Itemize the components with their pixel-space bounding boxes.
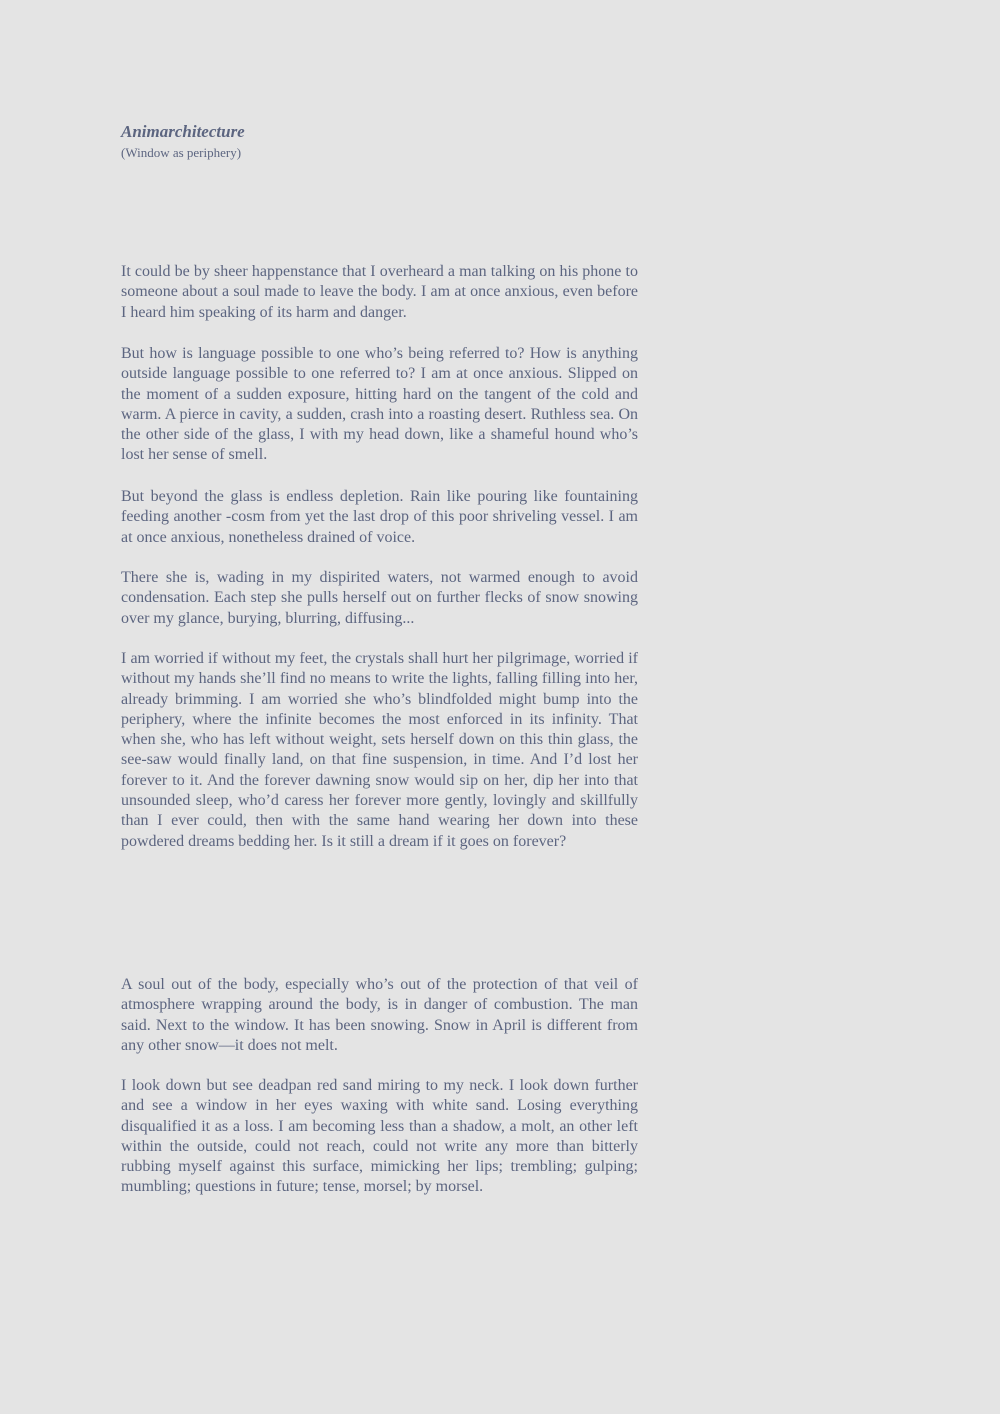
paragraph-1: It could be by sheer happenstance that I overheard a man talking on his phone to someone about a soul made to leave the body. I am at once anxious, even before I heard him speaking of its harm and danger. — [121, 263, 638, 321]
page-title: Animarchitecture — [121, 122, 245, 141]
paragraph-2: But how is language possible to one who’s being referred to? How is anything outside language possible to one referred to? I am at once anxious. Slipped on the moment of a sudden exposure, hitting hard on the tangent of the cold and warm. A pierce in cavity, a sudden, crash into a roasting desert. Ruthless sea. On the other side of the glass, I with my head down, like a shameful hound who’s lost her sense of smell. — [121, 345, 638, 464]
paragraph-5: I am worried if without my feet, the crystals shall hurt her pilgrimage, worried if without my hands she’ll find no means to write the lights, falling filling into her, already brimming. I am worried she who’s blindfolded might bump into the periphery, where the infinite becomes the most enforced in its infinity. That when she, who has left without weight, sets herself down on this thin glass, the see-saw would finally land, on that fine suspension, in time. And I’d lost her forever to it. And the forever dawning snow would sip on her, dip her into that unsounded sleep, who’d caress her forever more gently, lovingly and skillfully than I ever could, then with the same hand wearing her down into these powdered dreams bedding her. Is it still a dream if it goes on forever? — [121, 650, 638, 850]
paragraph-6: A soul out of the body, especially who’s out of the protection of that veil of atmosphere wrapping around the body, is in danger of combustion. The man said. Next to the window. It has been snowing. Snow in April is different from any other snow—it does not melt. — [121, 976, 638, 1054]
paragraph-7: I look down but see deadpan red sand miring to my neck. I look down further and see a window in her eyes waxing with white sand. Losing everything disqualified it as a loss. I am becoming less than a shadow, a molt, an other left within the outside, could not reach, could not write any more than bitterly rubbing myself against this surface, mimicking her lips; trembling; gulping; mumbling; questions in future; tense, morsel; by morsel. — [121, 1077, 638, 1196]
page-subtitle: (Window as periphery) — [121, 145, 242, 160]
paragraph-3: But beyond the glass is endless depletion. Rain like pouring like fountaining feeding another -cosm from yet the last drop of this poor shriveling vessel. I am at once anxious, nonetheless drained of voice. — [121, 488, 638, 546]
paragraph-4: There she is, wading in my dispirited waters, not warmed enough to avoid condensation. Each step she pulls herself out on further flecks of snow snowing over my glance, burying, blurring, diffusing... — [121, 569, 638, 627]
